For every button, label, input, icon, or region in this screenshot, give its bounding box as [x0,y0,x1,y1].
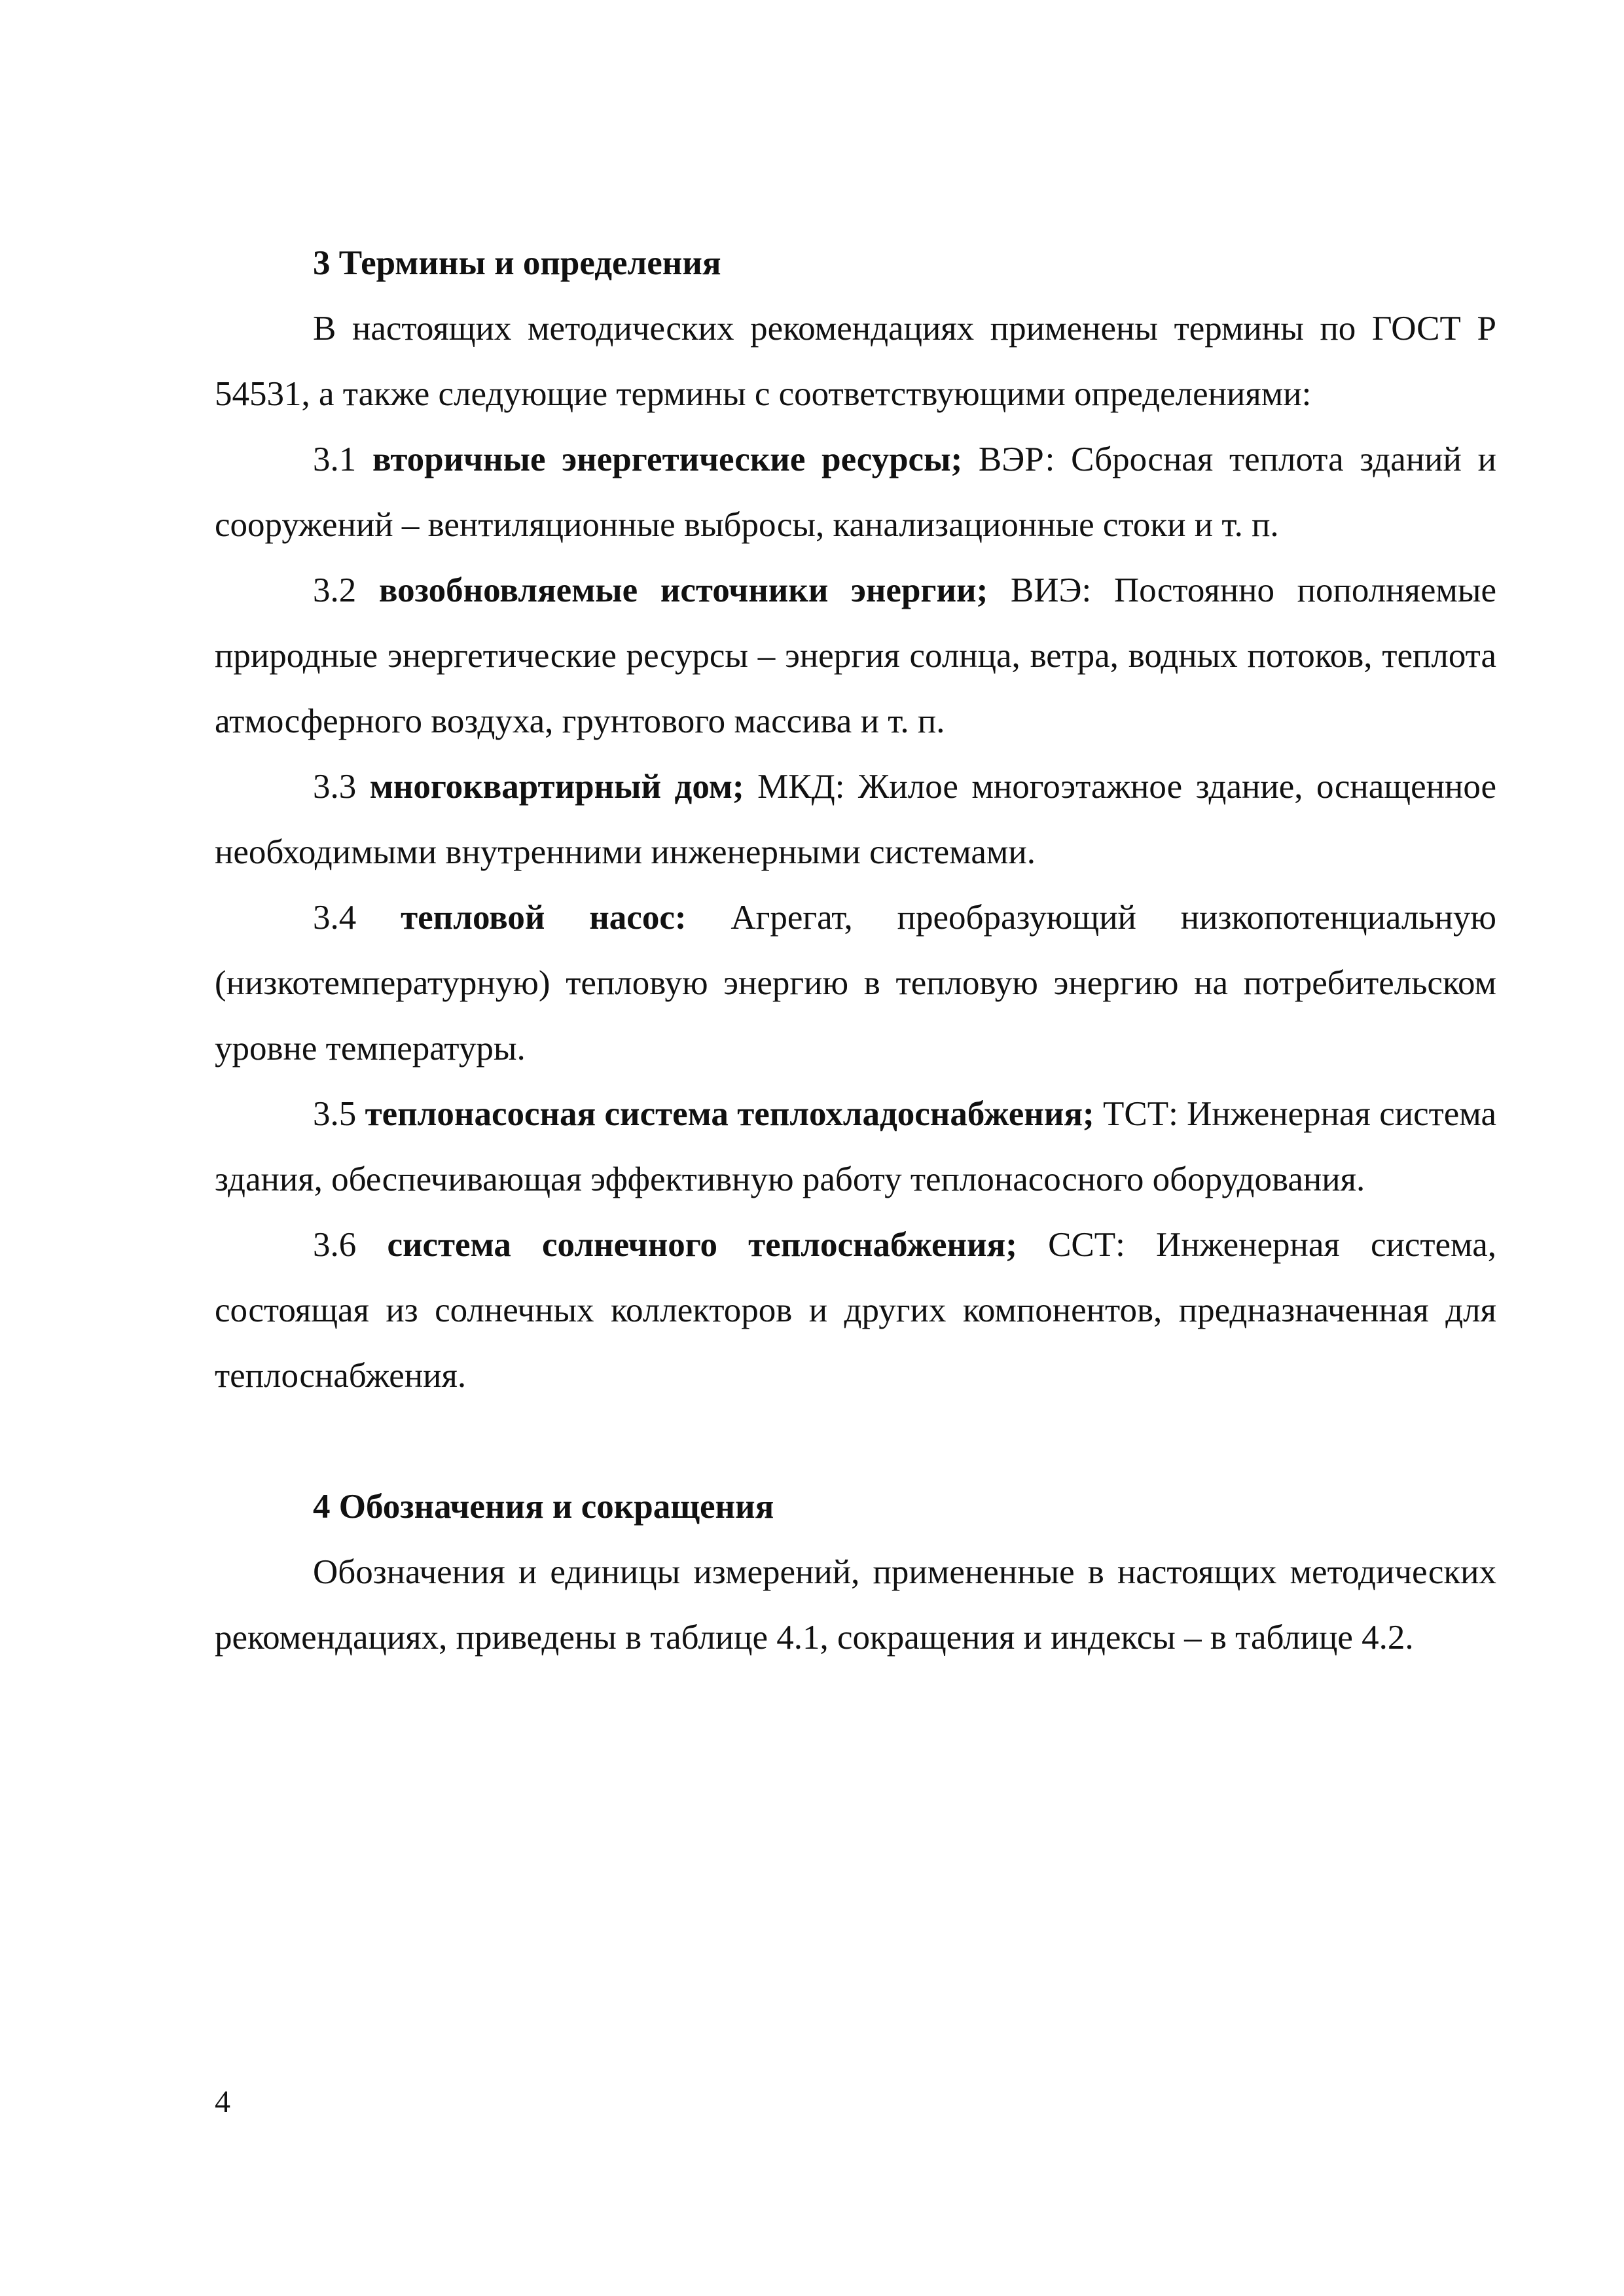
term-3-5 [215,1081,1496,1212]
term-number: 3.5 [313,1095,357,1133]
section-3-intro: В настоящих методических рекомендациях применены термины по ГОСТ Р 54531, а также следующие термины с соответствующими определениями: [215,310,1496,413]
term-name: система солнечного теплоснабжения; [387,1226,1017,1264]
term-definition: МКД: Жилое многоэтажное здание, оснащенное необходимыми внутренними инженерными системами. [215,768,1496,871]
page-number: 4 [215,2085,230,2119]
term-name: возобновляемые источники энергии; [378,571,988,609]
term-number: 3.4 [313,899,357,937]
term-3-3 [215,754,1496,885]
term-3-4 [215,885,1496,1081]
document-page [215,230,1496,1670]
term-number: 3.1 [313,440,357,478]
term-name: вторичные энергетические ресурсы; [372,440,963,478]
term-3-2 [215,558,1496,754]
term-name: многоквартирный дом; [369,768,744,806]
term-number: 3.2 [313,571,357,609]
term-name: теплонасосная система теплохладоснабжения; [365,1095,1094,1133]
section-4-body: Обозначения и единицы измерений, примененные в настоящих методических рекомендациях, приведены в таблице 4.1, сокращения и индексы – в таблице 4.2. [215,1553,1496,1657]
section-3-heading: 3 Термины и определения [313,244,721,282]
term-3-1 [215,427,1496,558]
term-definition: ТСТ: Инженерная система здания, обеспечивающая эффективную работу теплонасосного оборудования. [215,1095,1497,1198]
term-definition: Агрегат, преобразующий низкопотенциальную (низкотемпературную) тепловую энергию в тепловую энергию на потребительском уровне температуры. [215,899,1497,1067]
term-name: тепловой насос: [401,899,687,937]
term-definition: ВЭР: Сбросная теплота зданий и сооружений – вентиляционные выбросы, канализационные стоки и т. п. [215,440,1497,544]
term-number: 3.3 [313,768,357,806]
term-definition: ВИЭ: Постоянно пополняемые природные энергетические ресурсы – энергия солнца, ветра, водных потоков, теплота атмосферного воздуха, грунтового массива и т. п. [215,571,1497,740]
term-number: 3.6 [313,1226,357,1264]
section-4-heading: 4 Обозначения и сокращения [313,1488,774,1526]
term-definition: ССТ: Инженерная система, состоящая из солнечных коллекторов и других компонентов, предназначенная для теплоснабжения. [215,1226,1496,1395]
term-3-6 [215,1212,1496,1408]
